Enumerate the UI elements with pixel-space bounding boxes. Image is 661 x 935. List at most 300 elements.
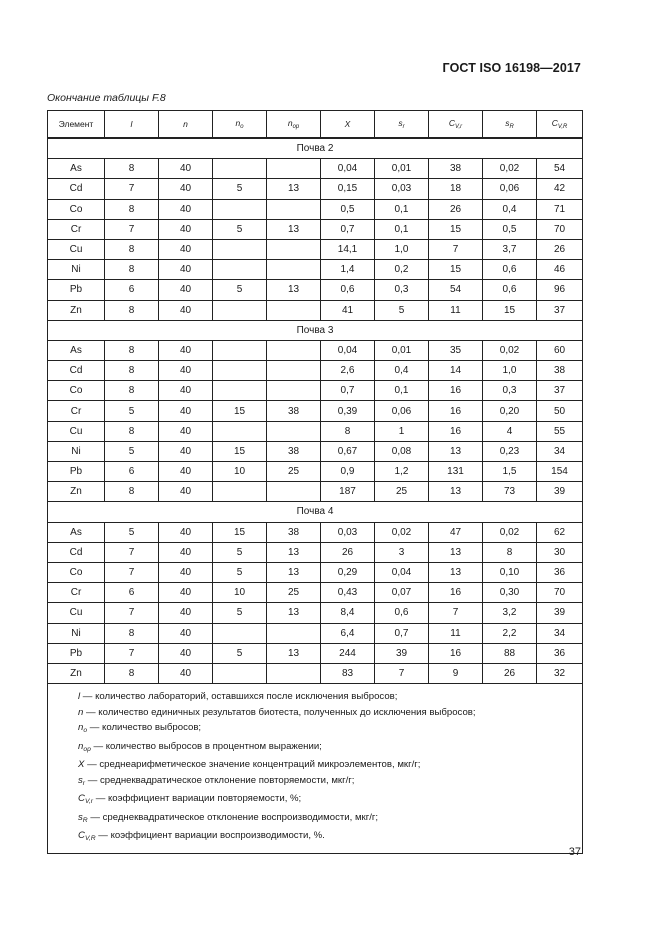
value-cell <box>213 260 267 280</box>
value-cell: 8,4 <box>321 603 375 623</box>
value-cell <box>213 239 267 259</box>
value-cell: 7 <box>105 562 159 582</box>
col-header-no: $n_о$ <box>213 111 267 139</box>
note-line <box>78 720 582 739</box>
value-cell: 0,6 <box>375 603 429 623</box>
element-cell: Zn <box>48 663 105 683</box>
value-cell <box>213 340 267 360</box>
value-cell: 13 <box>267 542 321 562</box>
value-cell: 187 <box>321 482 375 502</box>
value-cell: 0,30 <box>483 583 537 603</box>
value-cell: 0,02 <box>483 159 537 179</box>
element-cell: Cu <box>48 239 105 259</box>
value-cell: 71 <box>537 199 583 219</box>
value-cell: 60 <box>537 340 583 360</box>
value-cell: 15 <box>483 300 537 320</box>
note-symbol: l <box>78 691 81 703</box>
value-cell: 0,03 <box>321 522 375 542</box>
value-cell: 1,2 <box>375 462 429 482</box>
table-row <box>48 300 583 320</box>
value-cell: 0,1 <box>375 199 429 219</box>
value-cell: 70 <box>537 219 583 239</box>
value-cell: 15 <box>429 260 483 280</box>
value-cell: 2,2 <box>483 623 537 643</box>
value-cell: 0,06 <box>375 401 429 421</box>
value-cell: 15 <box>213 401 267 421</box>
value-cell: 40 <box>159 381 213 401</box>
value-cell: 40 <box>159 340 213 360</box>
value-cell <box>267 159 321 179</box>
value-cell: 38 <box>267 401 321 421</box>
value-cell: 1,5 <box>483 462 537 482</box>
table-row <box>48 663 583 683</box>
value-cell: 3 <box>375 542 429 562</box>
value-cell: 0,39 <box>321 401 375 421</box>
section-row <box>48 502 583 522</box>
note-text: — среднеквадратическое отклонение воспроизводимости, мкг/г; <box>87 811 379 823</box>
value-cell <box>213 421 267 441</box>
value-cell: 0,06 <box>483 179 537 199</box>
note-line <box>78 810 582 829</box>
table-row <box>48 219 583 239</box>
value-cell: 1,0 <box>375 239 429 259</box>
note-text: — количество лабораторий, оставшихся после исключения выбросов; <box>80 691 398 703</box>
value-cell: 8 <box>105 623 159 643</box>
element-cell: Cr <box>48 219 105 239</box>
table-row <box>48 562 583 582</box>
value-cell: 4 <box>483 421 537 441</box>
value-cell: 38 <box>267 522 321 542</box>
table-header-row <box>48 111 583 139</box>
value-cell: 0,3 <box>483 381 537 401</box>
section-title: Почва 3 <box>48 320 583 340</box>
value-cell: 38 <box>429 159 483 179</box>
table-row <box>48 280 583 300</box>
value-cell: 38 <box>537 361 583 381</box>
value-cell: 9 <box>429 663 483 683</box>
note-text: — коэффициент вариации повторяемости, %; <box>93 793 302 805</box>
col-header-sR: $s_R$ <box>483 111 537 139</box>
value-cell <box>267 340 321 360</box>
value-cell: 0,43 <box>321 583 375 603</box>
value-cell: 8 <box>105 159 159 179</box>
value-cell: 40 <box>159 603 213 623</box>
value-cell: 5 <box>375 300 429 320</box>
value-cell: 0,4 <box>483 199 537 219</box>
value-cell <box>213 300 267 320</box>
value-cell: 0,2 <box>375 260 429 280</box>
value-cell: 36 <box>537 562 583 582</box>
value-cell <box>213 623 267 643</box>
value-cell: 0,02 <box>483 340 537 360</box>
table-row <box>48 361 583 381</box>
value-cell: 0,7 <box>321 219 375 239</box>
element-cell: Ni <box>48 260 105 280</box>
value-cell: 15 <box>213 441 267 461</box>
value-cell <box>267 663 321 683</box>
value-cell: 7 <box>429 239 483 259</box>
value-cell: 5 <box>213 219 267 239</box>
value-cell: 6,4 <box>321 623 375 643</box>
note-line <box>78 757 582 773</box>
value-cell: 8 <box>105 381 159 401</box>
value-cell: 25 <box>267 462 321 482</box>
value-cell: 37 <box>537 381 583 401</box>
element-cell: Cu <box>48 603 105 623</box>
note-symbol-subscript: R <box>82 816 88 824</box>
section-row <box>48 138 583 159</box>
value-cell: 0,01 <box>375 159 429 179</box>
table-row <box>48 623 583 643</box>
value-cell: 5 <box>213 179 267 199</box>
value-cell: 36 <box>537 643 583 663</box>
note-symbol: n <box>78 706 84 718</box>
element-cell: Pb <box>48 280 105 300</box>
value-cell: 14,1 <box>321 239 375 259</box>
value-cell: 8 <box>105 663 159 683</box>
value-cell: 8 <box>483 542 537 562</box>
value-cell: 13 <box>267 562 321 582</box>
table-notes <box>48 684 583 854</box>
element-cell: Pb <box>48 462 105 482</box>
value-cell: 16 <box>429 401 483 421</box>
value-cell: 18 <box>429 179 483 199</box>
value-cell: 40 <box>159 643 213 663</box>
value-cell: 8 <box>105 239 159 259</box>
value-cell: 13 <box>429 482 483 502</box>
value-cell: 40 <box>159 623 213 643</box>
value-cell: 37 <box>537 300 583 320</box>
note-text: — количество выбросов в процентном выражении; <box>90 740 322 752</box>
value-cell <box>267 300 321 320</box>
value-cell: 26 <box>483 663 537 683</box>
value-cell: 13 <box>267 219 321 239</box>
value-cell: 13 <box>267 643 321 663</box>
note-text: — количество выбросов; <box>87 722 202 734</box>
value-cell: 0,4 <box>375 361 429 381</box>
value-cell: 40 <box>159 159 213 179</box>
note-line <box>78 791 582 810</box>
value-cell: 50 <box>537 401 583 421</box>
value-cell: 39 <box>537 603 583 623</box>
value-cell: 70 <box>537 583 583 603</box>
col-header-x: X <box>321 111 375 139</box>
table-row <box>48 381 583 401</box>
table-row <box>48 260 583 280</box>
value-cell: 0,1 <box>375 219 429 239</box>
results-table <box>47 110 583 854</box>
value-cell: 38 <box>267 441 321 461</box>
value-cell <box>267 199 321 219</box>
value-cell <box>267 482 321 502</box>
element-cell: As <box>48 340 105 360</box>
value-cell: 16 <box>429 643 483 663</box>
element-cell: Ni <box>48 623 105 643</box>
element-cell: Co <box>48 381 105 401</box>
value-cell: 5 <box>105 401 159 421</box>
table-row <box>48 583 583 603</box>
element-cell: Pb <box>48 643 105 663</box>
table-caption: Окончание таблицы F.8 <box>47 92 166 104</box>
note-text: — количество единичных результатов биотеста, полученных до исключения выбросов; <box>83 706 476 718</box>
value-cell: 26 <box>537 239 583 259</box>
value-cell: 0,5 <box>321 199 375 219</box>
value-cell: 55 <box>537 421 583 441</box>
value-cell: 25 <box>267 583 321 603</box>
value-cell: 15 <box>213 522 267 542</box>
element-cell: As <box>48 159 105 179</box>
note-text: — среднеквадратическое отклонение повторяемости, мкг/г; <box>85 774 355 786</box>
value-cell: 16 <box>429 583 483 603</box>
table-row <box>48 603 583 623</box>
value-cell: 5 <box>213 643 267 663</box>
table-row <box>48 462 583 482</box>
value-cell: 39 <box>537 482 583 502</box>
section-row <box>48 320 583 340</box>
value-cell: 0,6 <box>483 260 537 280</box>
value-cell: 40 <box>159 361 213 381</box>
table-row <box>48 199 583 219</box>
element-cell: Cd <box>48 179 105 199</box>
value-cell: 0,9 <box>321 462 375 482</box>
value-cell: 62 <box>537 522 583 542</box>
note-symbol: n <box>78 722 84 734</box>
value-cell <box>213 361 267 381</box>
value-cell: 15 <box>429 219 483 239</box>
table-row <box>48 340 583 360</box>
value-cell: 16 <box>429 381 483 401</box>
note-symbol: s <box>78 811 83 823</box>
value-cell: 0,08 <box>375 441 429 461</box>
value-cell: 40 <box>159 239 213 259</box>
value-cell: 14 <box>429 361 483 381</box>
value-cell <box>213 482 267 502</box>
element-cell: Cu <box>48 421 105 441</box>
value-cell <box>213 199 267 219</box>
value-cell: 0,23 <box>483 441 537 461</box>
value-cell: 0,67 <box>321 441 375 461</box>
value-cell <box>213 663 267 683</box>
value-cell: 10 <box>213 462 267 482</box>
element-cell: As <box>48 522 105 542</box>
note-text: — коэффициент вариации воспроизводимости, %. <box>95 830 325 842</box>
value-cell: 0,29 <box>321 562 375 582</box>
value-cell <box>213 159 267 179</box>
value-cell: 0,04 <box>375 562 429 582</box>
value-cell: 16 <box>429 421 483 441</box>
value-cell: 6 <box>105 583 159 603</box>
value-cell: 0,07 <box>375 583 429 603</box>
value-cell: 8 <box>105 421 159 441</box>
value-cell: 0,04 <box>321 159 375 179</box>
table-row <box>48 441 583 461</box>
value-cell: 8 <box>105 482 159 502</box>
value-cell: 40 <box>159 462 213 482</box>
note-symbol: n <box>78 740 84 752</box>
col-header-cvr: $C_{V,r}$ <box>429 111 483 139</box>
col-header-l: l <box>105 111 159 139</box>
page-number: 37 <box>568 846 581 858</box>
value-cell: 40 <box>159 441 213 461</box>
value-cell: 13 <box>429 542 483 562</box>
table-row <box>48 421 583 441</box>
value-cell: 41 <box>321 300 375 320</box>
value-cell: 0,6 <box>321 280 375 300</box>
value-cell <box>267 623 321 643</box>
value-cell: 0,6 <box>483 280 537 300</box>
note-line <box>78 705 582 721</box>
value-cell: 34 <box>537 623 583 643</box>
notes-row <box>48 684 583 854</box>
value-cell: 244 <box>321 643 375 663</box>
value-cell: 7 <box>105 219 159 239</box>
note-symbol: C <box>78 830 85 842</box>
value-cell: 40 <box>159 179 213 199</box>
value-cell <box>267 361 321 381</box>
value-cell: 8 <box>105 361 159 381</box>
note-line <box>78 739 582 758</box>
value-cell: 6 <box>105 462 159 482</box>
note-symbol: X <box>78 759 85 771</box>
value-cell: 40 <box>159 663 213 683</box>
value-cell: 0,04 <box>321 340 375 360</box>
element-cell: Cr <box>48 583 105 603</box>
table-row <box>48 401 583 421</box>
value-cell: 40 <box>159 280 213 300</box>
value-cell: 40 <box>159 199 213 219</box>
value-cell: 2,6 <box>321 361 375 381</box>
value-cell: 40 <box>159 562 213 582</box>
col-header-nop: $n_{ор}$ <box>267 111 321 139</box>
value-cell: 5 <box>105 522 159 542</box>
note-symbol: C <box>78 793 85 805</box>
value-cell <box>267 421 321 441</box>
value-cell: 40 <box>159 482 213 502</box>
value-cell: 39 <box>375 643 429 663</box>
value-cell: 13 <box>267 603 321 623</box>
value-cell: 7 <box>105 603 159 623</box>
value-cell: 8 <box>105 340 159 360</box>
value-cell: 13 <box>267 280 321 300</box>
note-symbol: s <box>78 774 83 786</box>
value-cell <box>267 239 321 259</box>
table-row <box>48 159 583 179</box>
note-line <box>78 689 582 705</box>
value-cell: 0,03 <box>375 179 429 199</box>
value-cell: 40 <box>159 401 213 421</box>
value-cell: 5 <box>213 280 267 300</box>
value-cell: 42 <box>537 179 583 199</box>
col-header-element: Элемент <box>48 111 105 139</box>
value-cell: 131 <box>429 462 483 482</box>
value-cell: 26 <box>321 542 375 562</box>
table-row <box>48 542 583 562</box>
table-row <box>48 239 583 259</box>
col-header-sr: $s_r$ <box>375 111 429 139</box>
value-cell: 30 <box>537 542 583 562</box>
value-cell: 0,1 <box>375 381 429 401</box>
value-cell: 46 <box>537 260 583 280</box>
value-cell: 154 <box>537 462 583 482</box>
value-cell: 7 <box>105 643 159 663</box>
value-cell: 34 <box>537 441 583 461</box>
value-cell: 0,15 <box>321 179 375 199</box>
col-header-n: n <box>159 111 213 139</box>
value-cell: 1,0 <box>483 361 537 381</box>
note-symbol-subscript: r <box>82 779 86 787</box>
value-cell: 13 <box>267 179 321 199</box>
table-row <box>48 522 583 542</box>
value-cell <box>267 260 321 280</box>
value-cell: 0,02 <box>375 522 429 542</box>
value-cell: 13 <box>429 441 483 461</box>
value-cell: 5 <box>213 542 267 562</box>
note-symbol-subscript: о <box>83 727 88 735</box>
value-cell: 1 <box>375 421 429 441</box>
value-cell: 8 <box>105 199 159 219</box>
table-body <box>48 138 583 684</box>
value-cell: 0,3 <box>375 280 429 300</box>
note-symbol-subscript: V,r <box>84 798 94 806</box>
value-cell: 0,7 <box>375 623 429 643</box>
value-cell <box>213 381 267 401</box>
value-cell: 5 <box>213 562 267 582</box>
value-cell: 13 <box>429 562 483 582</box>
value-cell: 5 <box>105 441 159 461</box>
element-cell: Cr <box>48 401 105 421</box>
section-title: Почва 4 <box>48 502 583 522</box>
value-cell: 73 <box>483 482 537 502</box>
value-cell: 0,7 <box>321 381 375 401</box>
table-row <box>48 179 583 199</box>
standard-code: ГОСТ ISO 16198—2017 <box>442 61 581 75</box>
note-symbol-subscript: V,R <box>84 835 96 843</box>
value-cell: 88 <box>483 643 537 663</box>
col-header-cvR: $C_{V,R}$ <box>537 111 583 139</box>
value-cell: 40 <box>159 300 213 320</box>
value-cell: 54 <box>429 280 483 300</box>
value-cell: 54 <box>537 159 583 179</box>
value-cell: 7 <box>375 663 429 683</box>
value-cell: 7 <box>105 179 159 199</box>
value-cell: 35 <box>429 340 483 360</box>
value-cell <box>267 381 321 401</box>
value-cell: 11 <box>429 623 483 643</box>
table-row <box>48 643 583 663</box>
element-cell: Zn <box>48 300 105 320</box>
note-line <box>78 828 582 847</box>
value-cell: 5 <box>213 603 267 623</box>
value-cell: 7 <box>105 542 159 562</box>
value-cell: 40 <box>159 542 213 562</box>
value-cell: 0,01 <box>375 340 429 360</box>
value-cell: 6 <box>105 280 159 300</box>
note-symbol-subscript: ор <box>83 745 91 753</box>
value-cell: 96 <box>537 280 583 300</box>
element-cell: Co <box>48 199 105 219</box>
value-cell: 40 <box>159 260 213 280</box>
value-cell: 83 <box>321 663 375 683</box>
value-cell: 40 <box>159 522 213 542</box>
value-cell: 10 <box>213 583 267 603</box>
value-cell: 40 <box>159 421 213 441</box>
value-cell: 8 <box>105 300 159 320</box>
value-cell: 47 <box>429 522 483 542</box>
value-cell: 8 <box>321 421 375 441</box>
value-cell: 32 <box>537 663 583 683</box>
value-cell: 0,20 <box>483 401 537 421</box>
element-cell: Co <box>48 562 105 582</box>
